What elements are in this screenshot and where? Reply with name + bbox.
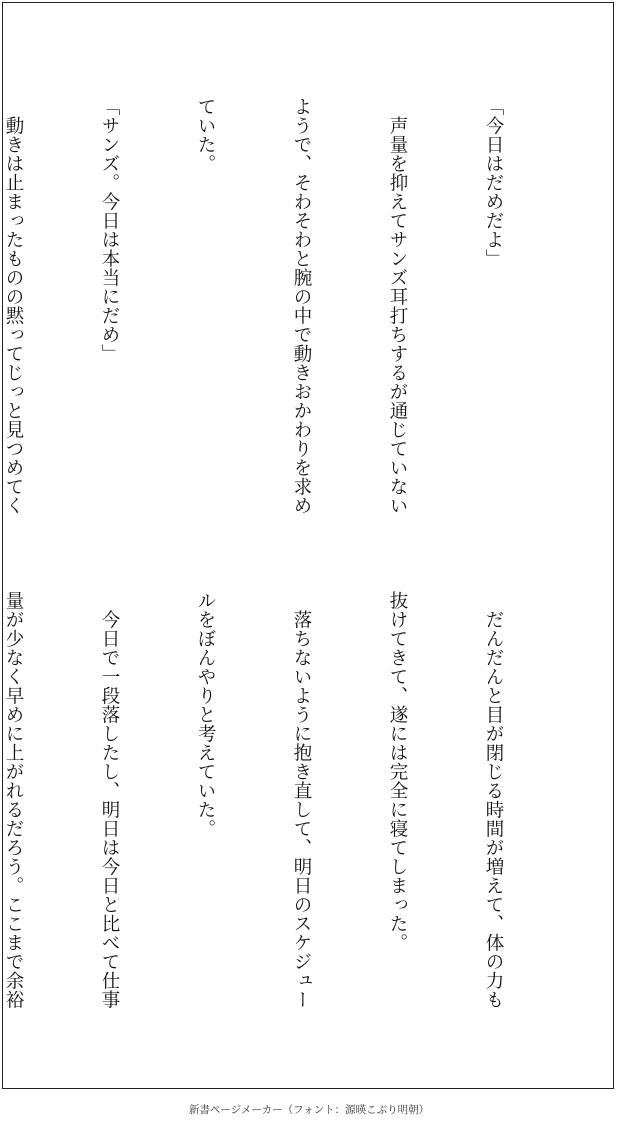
lower-line-5: 今日で一段落したし、明日は今日と比べて仕事 bbox=[99, 591, 120, 1009]
upper-text-block bbox=[0, 97, 573, 517]
lower-line-6: 量が少なく早めに上がれるだろう。ここまで余裕 bbox=[3, 591, 24, 1009]
upper-line-1: 「今日はだめだよ」 bbox=[483, 97, 504, 268]
lower-line-1: だんだんと目が閉じる時間が増えて、体の力も bbox=[483, 591, 504, 1009]
footer-caption: 新書ページメーカー（フォント：源暎こぶり明朝） bbox=[188, 1104, 430, 1116]
upper-line-2: 声量を抑えてサンズ耳打ちするが通じていない bbox=[387, 97, 408, 515]
upper-line-5: 「サンズ。今日は本当にだめ」 bbox=[99, 97, 120, 363]
lower-line-2: 抜けてきて、遂には完全に寝てしまった。 bbox=[387, 591, 408, 952]
lower-text-block bbox=[0, 591, 573, 1011]
page-frame bbox=[2, 2, 614, 1089]
lower-line-3: 落ちないように抱き直して、明日のスケジュー bbox=[291, 591, 312, 1009]
upper-line-3: ようで、そわそわと腕の中で動きおかわりを求め bbox=[291, 97, 312, 515]
lower-line-4: ルをぼんやりと考えていた。 bbox=[195, 591, 216, 838]
upper-line-6: 動きは止まったものの黙ってじっと見つめてく bbox=[3, 97, 24, 515]
upper-line-4: ていた。 bbox=[195, 97, 216, 173]
